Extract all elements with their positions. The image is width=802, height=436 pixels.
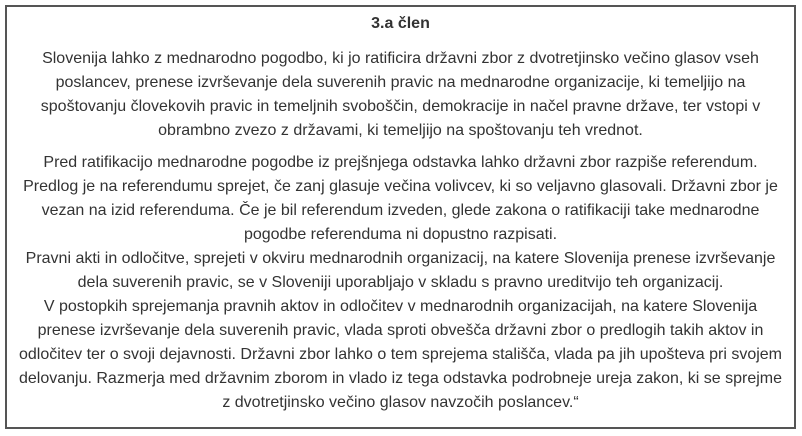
paragraph-4: V postopkih sprejemanja pravnih aktov in odločitev v mednarodnih organizacijah, na katere Slovenija prenese izvrševanje dela suverenih pravic, vlada sproti obvešča državni zbor o predlogih takih aktov in odločitev ter o svoji dejavnosti. Državni zbor lahko o tem sprejema stališča, vlada pa jih upošteva pri svojem delovanju. Razmerja med državnim zborom in vlado iz tega odstavka podrobneje ureja zakon, ki se sprejme z dvotretjinsko večino glasov navzočih poslancev.“ [18, 298, 783, 411]
paragraph-2: Pred ratifikacijo mednarodne pogodbe iz prejšnjega odstavka lahko državni zbor razpiše referendum. Predlog je na referendumu sprejet, če zanj glasuje večina volivcev, ki so veljavno glasovali. Državni zbor je vezan na izid referenduma. Če je bil referendum izveden, glede zakona o ratifikaciji take mednarodne pogodbe referenduma ni dopustno razpisati. [23, 154, 778, 243]
article-title: 3.a člen [371, 15, 430, 32]
paragraph-3: Pravni akti in odločitve, sprejeti v okviru mednarodnih organizacij, na katere Slovenija prenese izvrševanje dela suverenih pravic, se v Sloveniji uporabljajo v skladu s pravno ureditvijo teh organizacij. [25, 250, 776, 291]
article-body [15, 47, 786, 415]
article-box [5, 5, 796, 429]
paragraph-1: Slovenija lahko z mednarodno pogodbo, ki jo ratificira državni zbor z dvotretjinsko večino glasov vseh poslancev, prenese izvrševanje dela suverenih pravic na mednarodne organizacije, ki temeljijo na spoštovanju človekovih pravic in temeljnih svoboščin, demokracije in načel pravne države, ter vstopi v obrambno zvezo z državami, ki temeljijo na spoštovanju teh vrednot. [40, 50, 761, 139]
